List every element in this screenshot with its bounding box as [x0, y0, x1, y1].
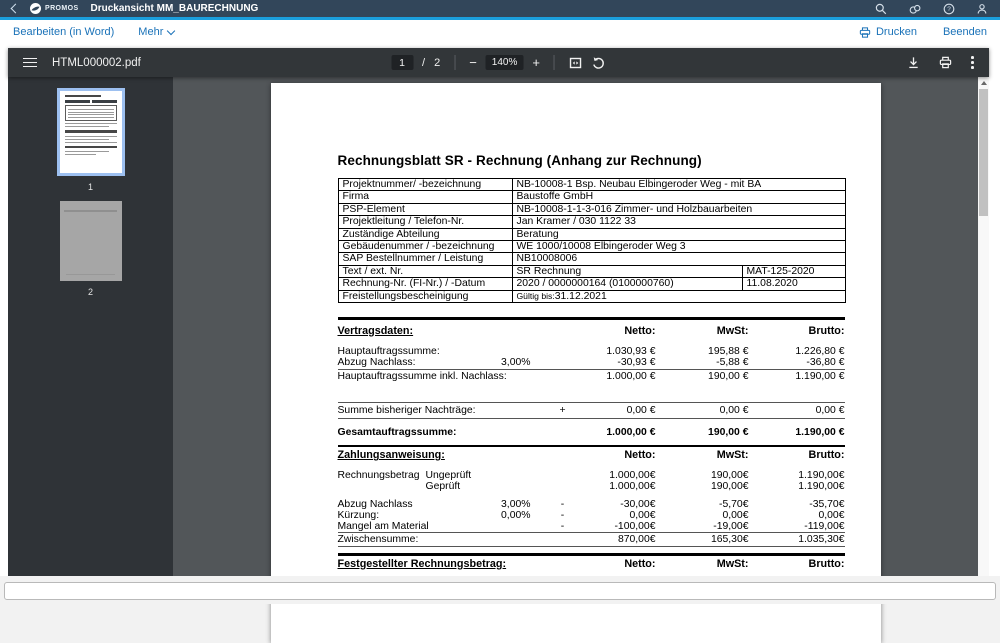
invoice-info-table	[338, 178, 846, 303]
exit-label: Beenden	[942, 26, 987, 38]
zoom-out-button[interactable]: −	[469, 55, 477, 70]
scroll-up-button[interactable]	[978, 77, 989, 88]
table-row: PSP-Element NB-10008-1-1-3-016 Zimmer- und Holzbauarbeiten	[338, 203, 845, 215]
invoice-title: Rechnungsblatt SR - Rechnung (Anhang zur Rechnung)	[337, 153, 702, 168]
row-divider	[338, 402, 845, 403]
table-row: Hauptauftragssumme inkl. Nachlass: 1.000,00 € 190,00 € 1.190,00 €	[337, 370, 845, 382]
table-row: Firma Baustoffe GmbH	[338, 191, 845, 203]
table-row: Gebäudenummer / -bezeichnung WE 1000/10008 Elbingeroder Weg 3	[338, 241, 845, 253]
print-link[interactable]	[859, 26, 917, 38]
chevron-down-icon	[167, 26, 175, 34]
zoom-in-button[interactable]: +	[532, 55, 540, 70]
page-total: 2	[434, 56, 441, 69]
row-divider	[338, 418, 845, 419]
document-page	[271, 83, 881, 643]
exit-link[interactable]	[943, 26, 987, 38]
promos-logo-text: PROMOS	[45, 5, 79, 12]
printer-icon	[859, 27, 871, 38]
section-header-festgestellt: Festgestellter Rechnungsbetrag: Netto: MwSt: Brutto:	[337, 557, 845, 570]
pdf-canvas	[173, 77, 978, 576]
edit-in-word-label: Bearbeiten (in Word)	[13, 26, 115, 38]
row-divider	[338, 546, 845, 547]
table-row: Projektleitung / Telefon-Nr. Jan Kramer / 030 1122 33	[338, 216, 845, 228]
zoom-level: 140%	[486, 55, 524, 70]
app-header	[0, 0, 1000, 17]
section-divider	[338, 445, 845, 448]
table-row: Kürzung: 0,00% - 0,00€ 0,00€ 0,00€	[337, 510, 845, 522]
toolbar-separator	[454, 55, 455, 70]
subtotal-divider	[338, 532, 845, 533]
table-row: Geprüft 1.000,00€ 190,00€ 1.190,00€	[425, 481, 845, 493]
table-row: Rechnung-Nr. (FI-Nr.) / -Datum 2020 / 0000000164 (0100000760) 11.08.2020	[338, 278, 845, 290]
table-row: Hauptauftragssumme: 1.030,93 € 195,88 € 1.226,80 €	[337, 345, 845, 357]
section-divider	[338, 317, 845, 320]
svg-text:?: ?	[947, 5, 951, 13]
table-row: Projektnummer/ -bezeichnung NB-10008-1 Bsp. Neubau Elbingeroder Weg - mit BA	[338, 179, 845, 191]
toolbar-separator	[554, 55, 555, 70]
table-row: SAP Bestellnummer / Leistung NB10008006	[338, 253, 845, 265]
action-bar	[0, 20, 1000, 44]
table-row: Mangel am Material - -100,00€ -19,00€ -119,00€	[337, 521, 845, 533]
search-icon[interactable]	[875, 3, 887, 15]
footer-input[interactable]	[4, 582, 996, 600]
table-row: Gesamtauftragssumme: 1.000,00 € 190,00 € 1.190,00 €	[337, 426, 845, 438]
edit-in-word-link[interactable]	[13, 26, 114, 38]
thumbnail-sidebar	[8, 77, 173, 576]
table-row: Rechnungsbetrag Ungeprüft 1.000,00€ 190,00€ 1.190,00€	[337, 470, 845, 482]
table-row: Summe bisheriger Nachträge: + 0,00 € 0,00 € 0,00 €	[337, 404, 845, 416]
table-row: Zwischensumme: 870,00€ 165,30€ 1.035,30€	[337, 534, 845, 546]
help-icon[interactable]	[943, 3, 955, 15]
vertical-scrollbar[interactable]	[978, 77, 989, 576]
hamburger-icon[interactable]	[23, 57, 37, 69]
more-menu-button[interactable]	[138, 26, 174, 38]
thumbnail-page-1[interactable]	[57, 88, 125, 176]
download-icon[interactable]	[907, 56, 920, 69]
page-title: Druckansicht MM_BAURECHNUNG	[90, 3, 259, 14]
table-row: Abzug Nachlass: 3,00% -30,93 € -5,88 € -36,80 €	[337, 356, 845, 368]
table-row: Freistellungsbescheinigung Gültig bis:31.12.2021	[338, 290, 845, 302]
printer-icon[interactable]	[939, 56, 952, 69]
table-row: Zuständige Abteilung Beratung	[338, 228, 845, 240]
rotate-ccw-icon[interactable]	[592, 56, 606, 70]
more-menu-label: Mehr	[138, 26, 164, 38]
page-input[interactable]	[391, 55, 413, 70]
promos-logo	[30, 3, 79, 14]
back-button[interactable]	[11, 4, 21, 14]
thumbnail-label: 2	[87, 287, 93, 297]
table-row: Text / ext. Nr. SR Rechnung MAT-125-2020	[338, 265, 845, 277]
copilot-icon[interactable]	[908, 3, 922, 15]
fit-page-icon[interactable]	[569, 56, 583, 70]
section-header-vertragsdaten: Vertragsdaten: Netto: MwSt: Brutto:	[337, 324, 845, 337]
content-area	[0, 44, 1000, 576]
thumbnail-page-2[interactable]	[60, 201, 122, 281]
section-divider	[338, 553, 845, 556]
page-divider: /	[422, 56, 426, 69]
print-label: Drucken	[875, 26, 917, 38]
user-icon[interactable]	[976, 3, 988, 15]
section-header-zahlungsanweisung: Zahlungsanweisung: Netto: MwSt: Brutto:	[337, 449, 845, 462]
subtotal-divider	[338, 369, 845, 370]
pdf-filename: HTML000002.pdf	[52, 56, 141, 69]
scrollbar-thumb[interactable]	[979, 89, 988, 216]
pdf-viewer	[8, 48, 989, 576]
kebab-icon[interactable]	[971, 56, 974, 69]
thumbnail-preview	[60, 91, 122, 161]
pdf-toolbar	[8, 48, 989, 77]
promos-logo-icon	[30, 3, 41, 14]
thumbnail-label: 1	[87, 182, 93, 192]
footer-bar	[0, 576, 1000, 604]
table-row: Abzug Nachlass 3,00% - -30,00€ -5,70€ -35,70€	[337, 499, 845, 511]
